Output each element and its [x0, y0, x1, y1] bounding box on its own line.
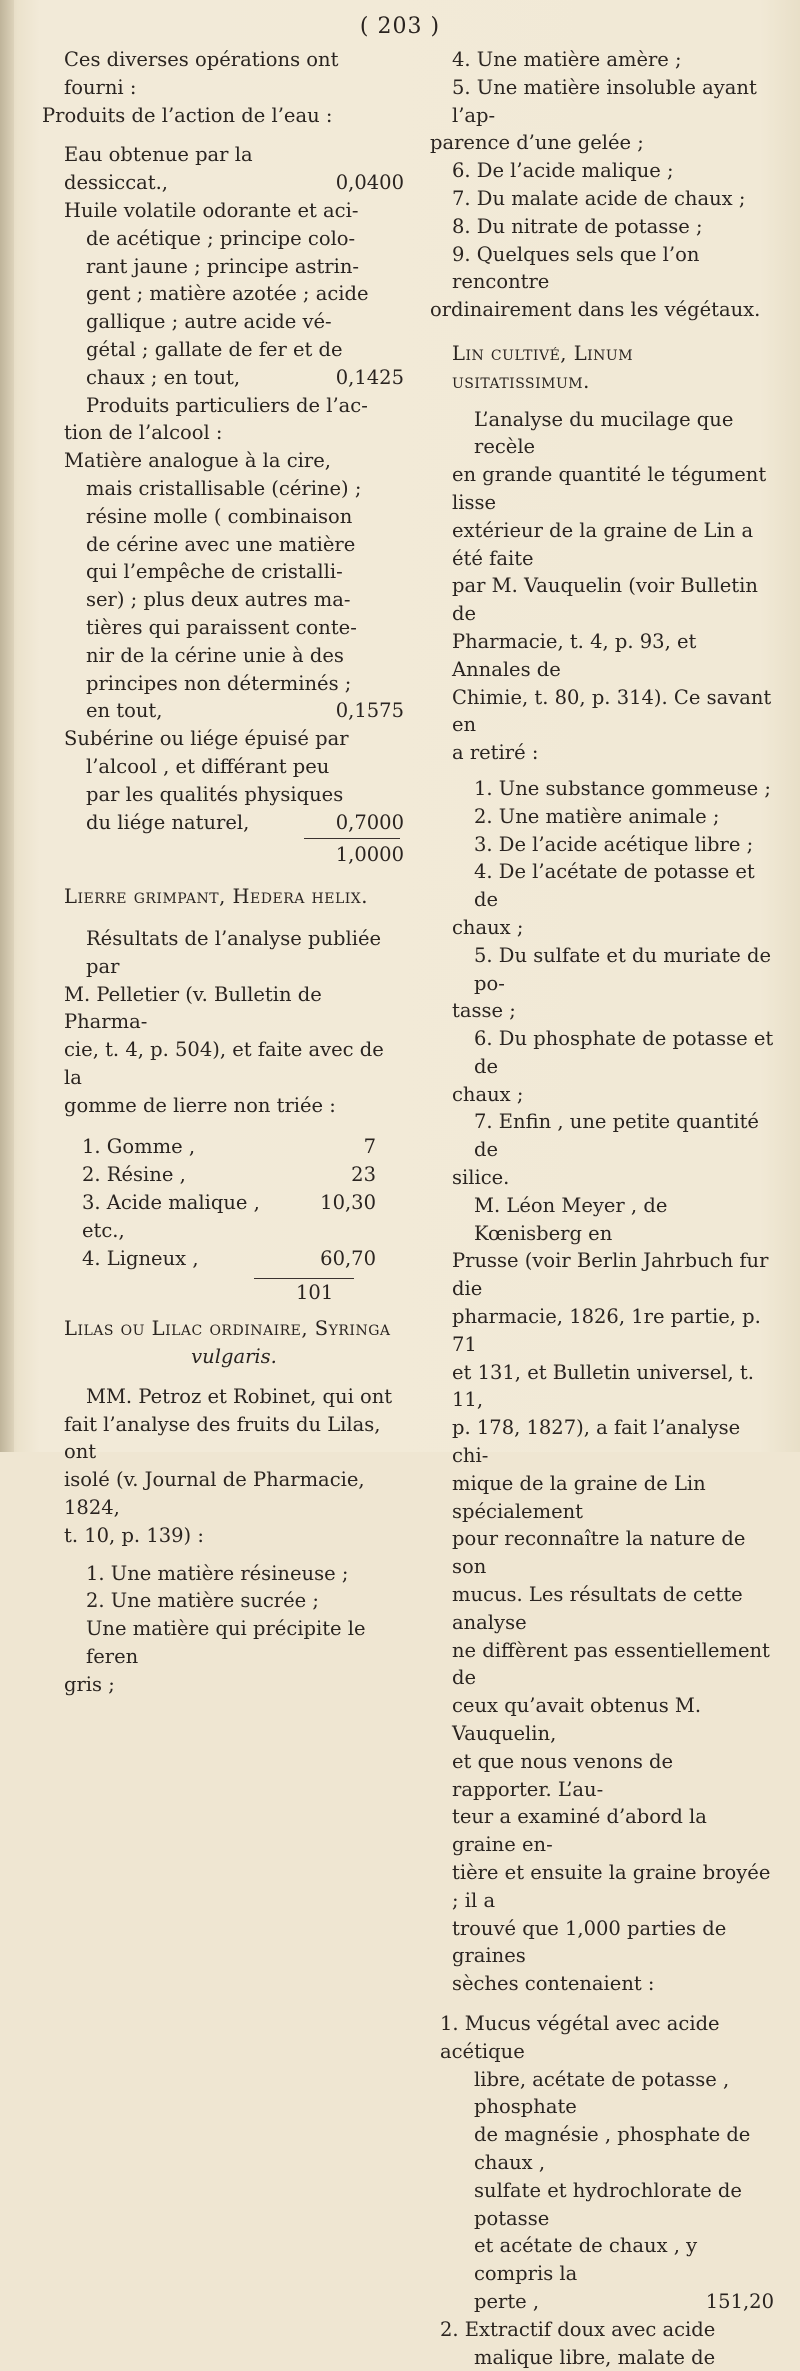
- list-item: 3. Acide malique , etc., 10,30: [82, 1191, 376, 1242]
- value-huile: 0,1425: [335, 365, 404, 389]
- total-1: 1,0000: [335, 843, 404, 867]
- intro-line: Ces diverses opérations ont fourni :: [64, 48, 339, 99]
- value-mucus: 151,20: [705, 2289, 774, 2313]
- value-eau: 0,0400: [335, 171, 404, 195]
- section-title-lin: Lin cultivé, Linum usitatissimum.: [452, 341, 634, 393]
- page-edge-shadow: [0, 0, 14, 1452]
- intro-line-2: Produits de l’action de l’eau :: [42, 103, 333, 127]
- right-column: 4. Une matière amère ; 5. Une matière insoluble ayant l’ap- parence d’une gelée ; 6. De l’acide malique ; 7. Du malate acide de chaux ; 8. Du nitrate de potasse ; 9. Quelques sels que l’on rencontre ordinairement dans les végétaux. Lin cultivé, Linum usitatissimum. L’analyse du mucilage que recèle en grande quantité le tégument lisse extérieur de la graine de Lin a été faite par M. Vauquelin (voir Bulletin de Pharmacie, t. 4, p. 93, et Annales de Chimie, t. 80, p. 314). Ce savant en a retiré : 1. Une substance gommeuse ; 2. Une matière animale ; 3. De l’acide acétique libre ; 4. De l’acétate de potasse et de chaux ; 5. Du sulfate et du muriate de po- tasse ; 6. Du phosphate de potasse et de chaux ; 7. Enfin , une petite quantité de silice. M. Léon Meyer , de Kœnisberg en Prusse (voir Berlin Jahrbuch fur die pharmacie, 1826, 1re partie, p. 71 et 131, et Bulletin universel, t. 11, p. 178, 1827), a fait l’analyse chi- mique de la graine de Lin spécialement pour reconnaître la nature de son mucus. Les résultats de cette analyse ne diffèrent pas essentiellement de ceux qu’avait obtenus M. Vauquelin, et que nous venons de rapporter. L’au- teur a examiné d’abord la graine en- tière et ensuite la graine broyée ; il a trouvé que 1,000 parties de graines sèches contenaient : 1. Mucus végétal avec acide acétique libre, acétate de potasse , phosphate de magnésie , phosphate de chaux , sulfate et hydrochlorate de potasse et acétate de chaux , y compris la perte , 151,20 2. Extractif doux avec acide malique libre, malate de: [430, 48, 774, 2369]
- entry-mucus: perte , 151,20: [452, 2288, 774, 2316]
- total-2: 101: [296, 1281, 334, 1305]
- huile-line: Huile volatile odorante et aci-: [64, 198, 359, 222]
- entry-matiere: en tout, 0,1575: [64, 697, 404, 725]
- section-title-lilas: Lilas ou Lilac ordinaire, Syringa: [64, 1317, 391, 1341]
- value-suberine: 0,7000: [335, 810, 404, 834]
- section-title-lierre: Lierre grimpant, Hedera helix.: [64, 885, 368, 909]
- page-number: ( 203 ): [359, 14, 441, 39]
- value-matiere: 0,1575: [335, 699, 404, 723]
- list-item: 1. Gomme , 7: [82, 1135, 376, 1159]
- list-item: 4. Ligneux , 60,70: [82, 1246, 376, 1270]
- entry-huile: chaux ; en tout, 0,1425: [64, 364, 404, 392]
- entry-eau: Eau obtenue par la dessiccat., 0,0400: [64, 141, 404, 197]
- left-column: Ces diverses opérations ont fourni : Produits de l’action de l’eau : Eau obtenue par la dessiccat., 0,0400 Huile volatile odorante et aci- de acétique ; principe colo- rant jaune ; principe astrin- gent ; matière azotée ; acide gallique ; autre acide vé- gétal ; gallate de fer et de chaux ; en tout, 0,1425 Produits particuliers de l’ac- tion de l’alcool : Matière analogue à la cire, mais cristallisable (cérine) ; résine molle ( combinaison de cérine avec une matière qui l’empêche de cristalli- ser) ; plus deux autres ma- tières qui paraissent conte- nir de la cérine unie à des principes non déterminés ; en tout, 0,1575 Subérine ou liége épuisé par l’alcool , et différant peu par les qualités physiques du liége naturel, 0,7000 1,0000 Lierre grimpant, Hedera helix. Résultats de l’analyse publiée par M. Pelletier (v. Bulletin de Pharma- cie, t. 4, p. 504), et faite avec de la gomme de lierre non triée : 1. Gomme , 7 2. Résine , 23 3. Acide malique , etc., 10,30 4. Ligneux , 60,70 101 Lilas ou Lilac ordinaire, Syringa vulgaris. MM. Petroz et Robinet, qui ont fait l’analyse des fruits du Lilas, ont isolé (v. Journal de Pharmacie, 1824, t. 10, p. 139) : 1. Une matière résineuse ; 2. Une matière sucrée ; Une matière qui précipite le feren gris ;: [42, 48, 404, 1696]
- list-item: 2. Résine , 23: [82, 1163, 376, 1187]
- entry-suberine: du liége naturel, 0,7000: [64, 809, 404, 837]
- sum-rule: [304, 838, 400, 839]
